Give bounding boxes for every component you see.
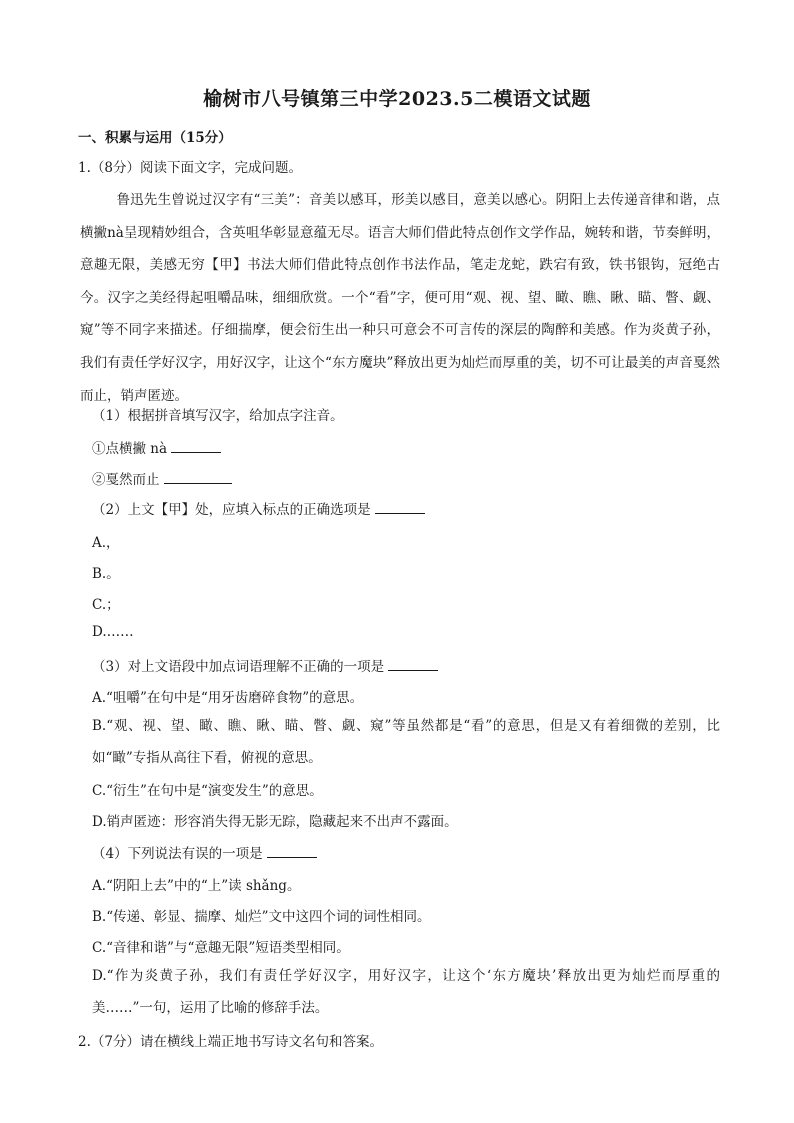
- section-heading: 一、积累与运用（15分）: [78, 130, 232, 146]
- q1-sub4-option-c[interactable]: C.“音律和谐”与“意趣无限”短语类型相同。: [92, 940, 350, 956]
- q1-sub4-option-a[interactable]: A.“阴阳上去”中的“上”读 shǎng。: [92, 878, 301, 894]
- answer-blank[interactable]: [375, 501, 425, 514]
- exam-title: 榆树市八号镇第三中学2023.5二模语文试题: [203, 88, 591, 110]
- q1-sub2-stem: [92, 498, 425, 518]
- q1-sub1-item2-text: ②戛然而止: [92, 472, 160, 488]
- answer-blank[interactable]: [388, 658, 438, 671]
- q1-sub2-option-d[interactable]: D.……: [92, 624, 134, 640]
- q1-sub2-option-a[interactable]: A.，: [92, 535, 120, 551]
- answer-blank[interactable]: [267, 845, 317, 858]
- q1-sub1-item1-text: ①点横撇 nà: [92, 441, 168, 457]
- q1-sub1-item1: [92, 437, 221, 457]
- q1-sub4-option-b[interactable]: B.“传递、彰显、揣摩、灿烂”文中这四个词的词性相同。: [92, 909, 431, 925]
- question-2-heading: 2.（7分）请在横线上端正地书写诗文名句和答案。: [78, 1034, 383, 1050]
- q1-sub3-stem: [92, 655, 438, 675]
- q1-sub3-option-b[interactable]: B.“观、视、望、瞰、瞧、瞅、瞄、瞥、觑、窥”等虽然都是“看”的意思，但是又有着细微的差别，比如“瞰”专指从高往下看，俯视的意思。: [92, 718, 720, 766]
- q1-sub1-item2: [92, 468, 232, 488]
- q1-sub3-option-c[interactable]: C.“衍生”在句中是“演变发生”的意思。: [92, 783, 323, 799]
- q1-sub4-stem: [92, 842, 317, 862]
- q1-sub2-stem-text: （2）上文【甲】处，应填入标点的正确选项是: [92, 502, 371, 518]
- q1-sub3-option-a[interactable]: A.“咀嚼”在句中是“用牙齿磨碎食物”的意思。: [92, 690, 364, 706]
- answer-blank[interactable]: [164, 471, 232, 484]
- reading-passage: 鲁迅先生曾说过汉字有“三美”：音美以感耳，形美以感目，意美以感心。阴阳上去传递音律和谐，点横撇nà呈现精妙组合，含英咀华彰显意蕴无尽。语言大师们借此特点创作文学作品，婉转和谐，节奏鲜明，意趣无限，美感无穷【甲】书法大师们借此特点创作书法作品，笔走龙蛇，跌宕有致，铁书银钩，冠绝古今。汉字之美经得起咀嚼品味，细细欣赏。一个“看”字，便可用“观、视、望、瞰、瞧、瞅、瞄、瞥、觑、窥”等不同字来描述。仔细揣摩，便会衍生出一种只可意会不可言传的深层的陶醉和美感。作为炎黄子孙，我们有责任学好汉字，用好汉字，让这个“东方魔块”释放出更为灿烂而厚重的美，切不可让最美的声音戛然而止，销声匿迹。: [80, 192, 720, 404]
- q1-sub2-option-b[interactable]: B.。: [92, 566, 120, 582]
- q1-sub3-option-d[interactable]: D.销声匿迹：形容消失得无影无踪，隐藏起来不出声不露面。: [92, 814, 458, 830]
- q1-sub2-option-c[interactable]: C.；: [92, 597, 120, 613]
- answer-blank[interactable]: [171, 440, 221, 453]
- q1-sub3-stem-text: （3）对上文语段中加点词语理解不正确的一项是: [92, 659, 385, 675]
- q1-sub4-option-d[interactable]: D.“作为炎黄子孙，我们有责任学好汉字，用好汉字，让这个‘东方魔块’释放出更为灿烂而厚重的美……”一句，运用了比喻的修辞手法。: [92, 968, 720, 1016]
- q1-sub4-stem-text: （4）下列说法有误的一项是: [92, 846, 263, 862]
- q1-sub1-stem: （1）根据拼音填写汉字，给加点字注音。: [92, 408, 344, 424]
- question-1-heading: 1.（8分）阅读下面文字，完成问题。: [78, 160, 302, 176]
